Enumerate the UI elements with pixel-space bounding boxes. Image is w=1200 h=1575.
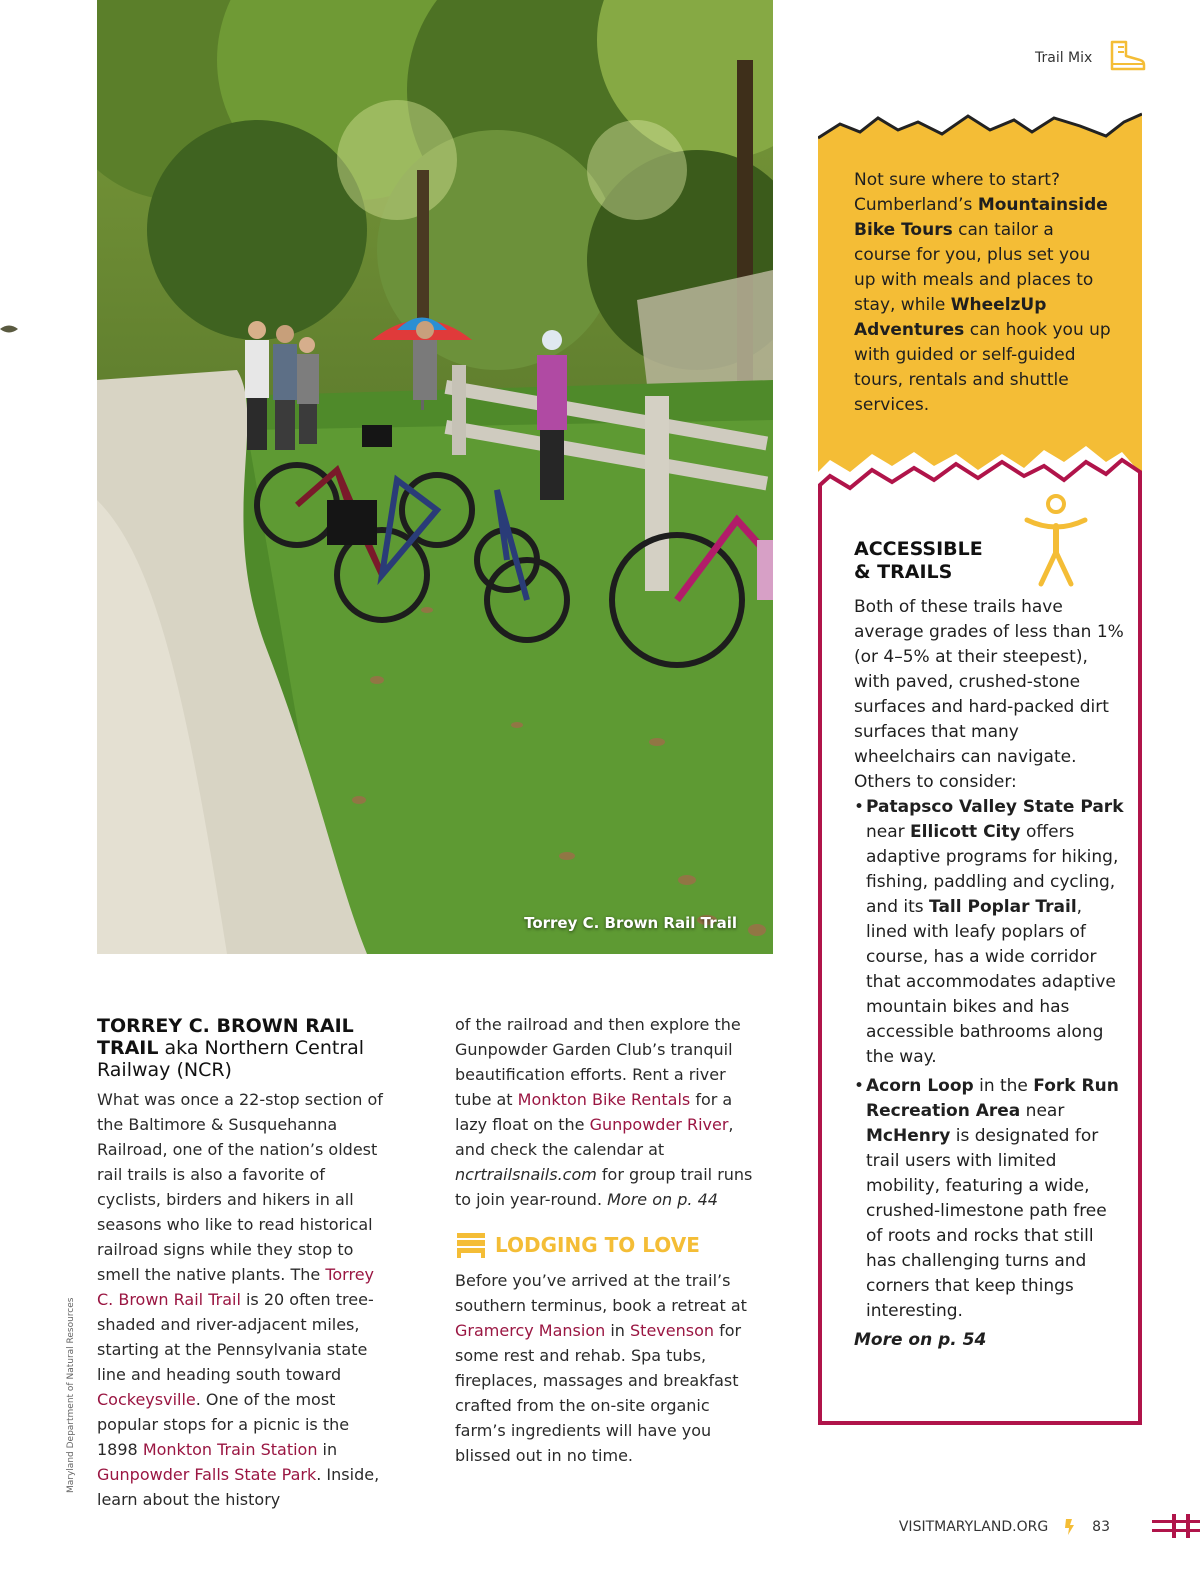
accessible-trails-box [818,440,1142,1425]
link-torrey-trail[interactable]: Torrey C. Brown Rail Trail [97,1265,375,1309]
link-monkton-station[interactable]: Monkton Train Station [142,1440,318,1459]
link-cockeysville[interactable]: Cockeysville [97,1390,196,1409]
tip-text-p2: can tailor a course for you, plus set you up with meals and places to stay, while [854,220,1094,315]
accessible-title [854,538,983,584]
lodging-text: in [605,1321,631,1340]
section-tag: Trail Mix [1035,50,1093,66]
article-title [97,1015,389,1081]
bold-ellicott-city: Ellicott City [910,822,1021,842]
footer-site[interactable]: VISITMARYLAND.ORG [898,1519,1049,1535]
tip-box [818,110,1142,492]
bold-tall-poplar: Tall Poplar Trail [929,897,1077,917]
article-text: in [317,1440,338,1459]
photo-caption: Torrey C. Brown Rail Trail [524,914,737,932]
lightning-icon [1062,1518,1080,1536]
bed-icon [455,1230,487,1260]
text-designated: is designated for trail users with limited mobility, featuring a wide, crushed-limestone path free of roots and rocks that still has challenging turns and corners that keep things interesting. [866,1126,1107,1321]
tip-text-p1: Not sure where to start? Cumberland’s [854,170,1061,215]
trail-photo-illustration [97,0,773,954]
link-gramercy-mansion[interactable]: Gramercy Mansion [455,1321,606,1340]
trail-photo [97,0,773,954]
bold-acorn-loop: Acorn Loop [866,1076,974,1096]
accessible-title-line2: & TRAILS [854,561,953,583]
lodging-text: for some rest and rehab. Spa tubs, fireplaces, massages and breakfast crafted from the on-site organic farm’s ingredients will have you blissed out in no time. [455,1321,742,1465]
accessible-body [854,595,1124,1353]
accessibility-person-icon [1023,492,1089,588]
hiking-boot-icon [1106,40,1146,72]
lodging-heading [455,1230,765,1260]
lodging-body [455,1268,765,1468]
article-text: What was once a 22-stop section of the Baltimore & Susquehanna Railroad, one of the nation’s oldest rail trails is also a favorite of cyclists, birders and hikers in all seasons who like to read historical railroad signs while they stop to smell the native plants. The [97,1090,383,1284]
text-lined: , lined with leafy poplars of course, has a wide corridor that accommodates adaptive mountain bikes and has accessible bathrooms along the way. [866,897,1116,1067]
tip-text-p3: can hook you up with guided or self-guided tours, rentals and shuttle services. [854,320,1111,415]
lodging-heading-text: LODGING TO LOVE [495,1233,700,1257]
article-text-history-end: of the railroad and then explore the Gunpowder Garden Club’s tranquil beautification efforts. Rent a river tube at [455,1015,741,1109]
bold-fork-run: Fork Run Recreation Area [866,1076,1119,1121]
flag-stripe-icon [1152,1514,1200,1538]
leaf-icon [0,322,18,336]
link-gunpowder-river[interactable]: Gunpowder River [589,1115,729,1134]
tip-bold-mountainside: Mountainside Bike Tours [854,195,1108,240]
article-body-part2 [455,1012,765,1212]
list-item [854,1074,1124,1324]
bold-mchenry: McHenry [866,1126,951,1146]
photo-credit: Maryland Department of Natural Resources [66,1297,76,1493]
tip-text [854,168,1116,418]
article-title-rest: aka Northern Central Railway (NCR) [97,1037,365,1081]
article-text: , and check the calendar at [455,1115,734,1159]
accessible-intro: Both of these trails have average grades of less than 1% (or 4–5% at their steepest), with paved, crushed-stone surfaces and hard-packed dirt surfaces that many wheelchairs can navigate. Others to consider: [854,597,1124,792]
accessible-more-link: More on p. 54 [854,1330,987,1350]
link-gunpowder-falls[interactable]: Gunpowder Falls State Park [97,1465,317,1484]
bold-patapsco: Patapsco Valley State Park [866,797,1124,817]
article-text: . One of the most popular stops for a picnic is the 1898 [97,1390,350,1459]
page-footer [899,1518,1110,1536]
article-middle-column [455,1012,765,1468]
article-title-bold: TORREY C. BROWN RAIL TRAIL [97,1015,354,1059]
accessible-title-line1: ACCESSIBLE [854,538,983,560]
website-text: ncrtrailsnails.com [455,1165,597,1184]
text-offers: offers adaptive programs for hiking, fishing, paddling and cycling, and its [866,822,1119,917]
link-stevenson[interactable]: Stevenson [630,1321,715,1340]
article-left-column [97,1015,389,1512]
tip-bold-wheelzup: WheelzUp Adventures [854,295,1047,340]
article-text-history-start: . Inside, learn about the history [97,1465,380,1509]
article-text: is 20 often tree-shaded and river-adjacent miles, starting at the Pennsylvania state line and heading south toward [97,1290,374,1384]
text-near-2: near [1020,1101,1065,1121]
list-item [854,795,1124,1070]
accessible-list [854,795,1124,1324]
page-number: 83 [1092,1519,1110,1535]
text-in-the: in the [973,1076,1034,1096]
link-monkton-bike-rentals[interactable]: Monkton Bike Rentals [517,1090,691,1109]
lodging-text: Before you’ve arrived at the trail’s southern terminus, book a retreat at [455,1271,747,1315]
article-text: for group trail runs to join year-round. [455,1165,753,1209]
more-link-44: More on p. 44 [607,1190,718,1209]
article-body-part1 [97,1087,389,1512]
text-near: near [866,822,911,842]
article-text: for a lazy float on the [455,1090,733,1134]
